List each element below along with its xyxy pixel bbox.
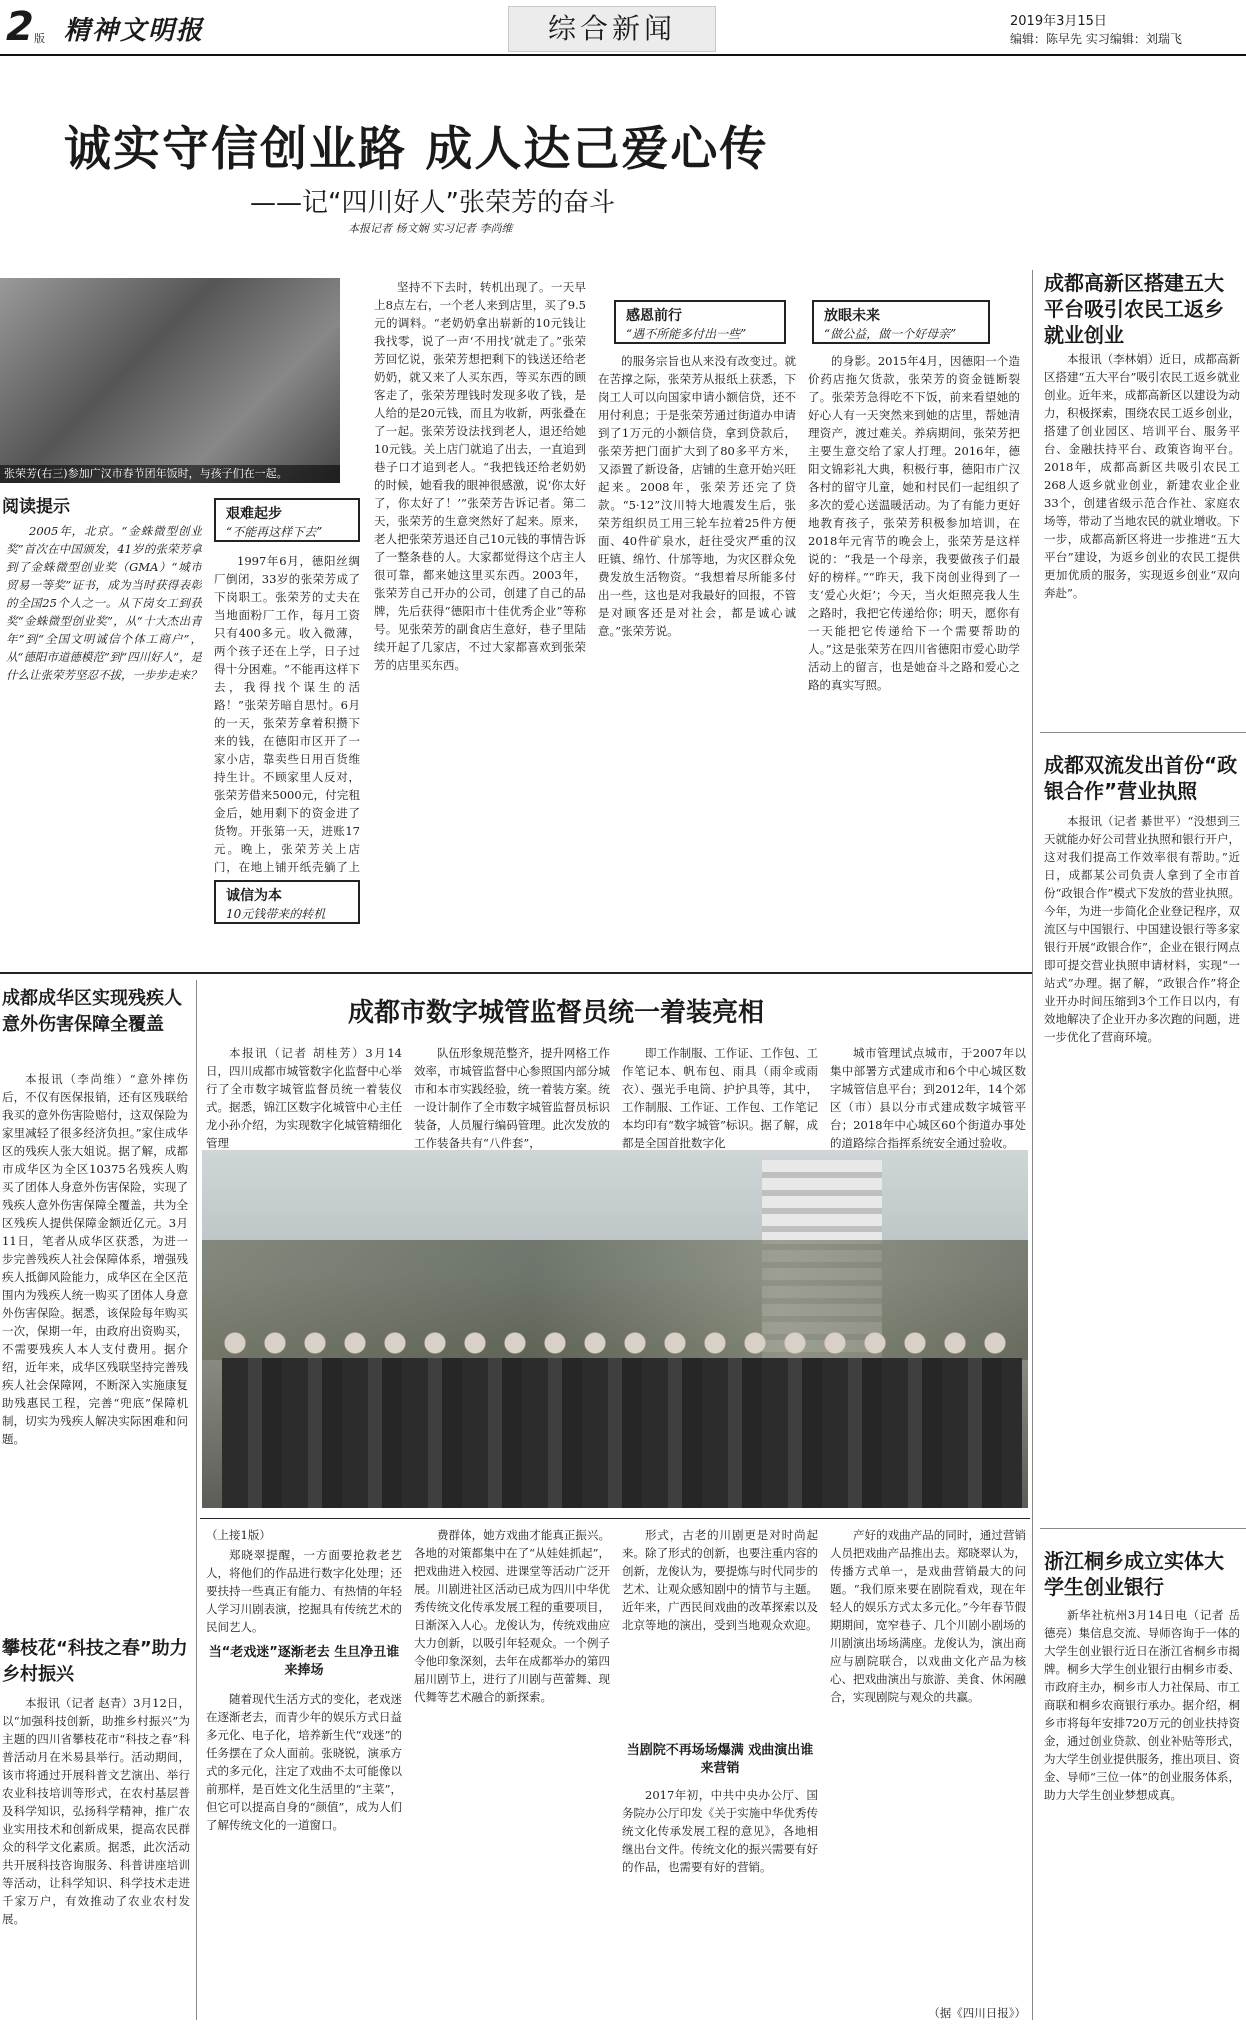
side-divider-1: [1040, 732, 1246, 733]
kicker-start-title: 艰难起步: [226, 506, 282, 522]
editors: 编辑：陈早先 实习编辑：刘瑞飞: [1010, 32, 1182, 46]
bottom-col-4: 产好的戏曲产品的同时，通过营销人员把戏曲产品推出去。郑晓翠认为，传播方式单一，是戏曲营销最大的问题。“我们原来要在剧院看戏，现在年轻人的娱乐方式太多元化。”今年春节假期期间，宽窄巷子、几个川剧小剧场的川剧演出场场满座。龙俊认为，演出商应与剧院联合，以戏曲文化产品为核心、把戏曲演出与旅游、美食、休闲融合，实现剧院与观众的共赢。: [830, 1528, 1026, 1704]
bottom-subhead-1: 当“老戏迷”逐渐老去 生旦净丑谁来捧场: [208, 1645, 400, 1678]
bottom-col-2: 费群体，她方戏曲才能真正振兴。各地的对策都集中在了“从娃娃抓起”，把戏曲进入校园、进课堂等活动广泛开展。川剧进社区活动已成为四川中华优秀传统文化传承发展工程的重要项目，日渐深入人心。龙俊认为，传统戏曲应大力创新，以吸引年轻观众。一个例子令他印象深刻，去年在成都举办的第四届川剧节上，进行了川剧与芭蕾舞、现代舞等艺术融合的新探索。: [414, 1528, 610, 1704]
lead-subtitle: ——记“四川好人”张荣芳的奋斗: [250, 188, 615, 218]
side2-text: 本报讯（记者 綦世平）“没想到三天就能办好公司营业执照和银行开户，这对我们提高工作效率很有帮助。”近日，成都某公司负责人拿到了全市首份“政银合作”模式下发放的营业执照。今年，为进一步简化企业登记程序，双流区与中国银行、中国建设银行等多家银行开展“政银合作”，企业在银行网点即可提交营业执照申请材料，实现“一站式”办理。据了解，“政银合作”将企业开办时间压缩到3个工作日以内，有效地解决了企业开办多次跑的问题，进一步优化了营商环境。: [1044, 814, 1240, 1044]
mid-story-title: 成都市数字城管监督员统一着装亮相: [348, 998, 765, 1028]
bottom-head-note: （上接1版）: [206, 1528, 271, 1542]
bottom-col-3: 形式，古老的川剧更是对时尚起来。除了形式的创新，也要注重内容的创新，龙俊认为，要提炼与时代同步的艺术、让观众感知剧中的情节与主题。近年来，广西民间戏曲的改革探索以及北京等地的演出，受到当地观众欢迎。: [622, 1528, 818, 1632]
lead-col-4: 的身影。2015年4月，因德阳一个造价药店拖欠货款，张荣芳的资金链断裂了。张荣芳急得吃不下饭，前来看望她的好心人有一天突然来到她的店里，帮她清理资产，渡过难关。养病期间，张荣芳把主要生意交给了家人打理。2016年，德阳文锦彩礼大典，积极行事，德阳市广汉各村的留守儿童，她和村民们一起组织了多次的爱心送温暖活动。为了有能力更好地教育孩子，张荣芳积极参加培训，在2018年元宵节的晚会上，张荣芳是这样说的：“我是一个母亲，我要做孩子们最好的榜样。”“昨天，我下岗创业得到了一支‘爱心火炬’；今天，当火炬照亮我人生之路时，我把它传递给你；明天，愿你有一天能把它传递给下一个需要帮助的人。”这是张荣芳在四川省德阳市爱心助学活动上的留言，也是她奋斗之路和爱心之路的真实写照。: [808, 354, 1020, 692]
lead-col-2: 坚持不下去时，转机出现了。一天早上8点左右，一个老人来到店里，买了9.5元的调料。“老奶奶拿出崭新的10元钱让我找零，说了一声‘不用找’就走了。”张荣芳回忆说，张荣芳想把剩下的钱送还给老奶奶，就又来了人买东西，等买东西的顾客走了，张荣芳理钱时发现多收了钱，是人给的是20元钱，而且为收新，两张叠在了一起。张荣芳设法找到老人，退还给她10元钱。关上店门就追了出去，一直追到巷子口才追到老人。“我把钱还给老奶奶的时候，她看我的眼神很感激，说‘你太好了，你太好了！’”张荣芳告诉记者。第二天，张荣芳的生意突然好了起来。原来，老人把张荣芳退还自己10元钱的事情告诉了一整条巷的人。大家都觉得这个店主人很可靠，都来她这里买东西。2003年，张荣芳自己开办的公司，创建了自己的品牌，先后获得“德阳市十佳优秀企业”等称号。见张荣芳的副食店生意好，巷子里陆续开起了几家店，不过大家都喜欢到张荣芳的店里买东西。: [374, 280, 586, 672]
section-title: 综合新闻: [508, 6, 716, 52]
kicker-future-sub: “做公益，做一个好母亲”: [824, 327, 957, 341]
group-photo: [202, 1150, 1028, 1508]
bottom-subhead-2: 当剧院不再场场爆满 戏曲演出谁来营销: [626, 1743, 814, 1776]
photo-crowd-heads: [222, 1326, 1022, 1360]
mid-col-1: 本报讯（记者 胡桂芳）3月14日，四川成都市城管数字化监督中心举行了全市数字城管监督员统一着装仪式。据悉，锦江区数字化城管中心主任龙小孙介绍，为实现数字化城管精细化管理: [206, 1046, 402, 1150]
right-column-divider: [1032, 270, 1033, 2020]
kicker-honesty-sub: 10元钱带来的转机: [226, 907, 326, 921]
lead-col-3: 的服务宗旨也从来没有改变过。就在苦撑之际，张荣芳从报纸上获悉，下岗工人可以向国家申请小额信贷，还不用付利息；于是张荣芳通过街道办申请到了1万元的小额信贷，拿到贷款后，张荣芳把门面扩大到了80多平方米，又添置了新设备，店铺的生意开始兴旺起来。2008年，张荣芳还完了贷款。“5·12”汶川特大地震发生后，张荣芳组织员工用三轮车拉着25件方便面、40件矿泉水，赶往受灾严重的汉旺镇、绵竹、什邡等地，为灾区群众免费发放生活物资。“我想着尽所能多付出一些，这也是对我最好的回报，不管是对顾客还是对社会，都是诚心诚意。”张荣芳说。: [598, 354, 796, 638]
side-divider-2: [1040, 1528, 1246, 1529]
bottom-source: （据《四川日报》）: [928, 2006, 1026, 2020]
masthead: 精神文明报: [64, 16, 205, 46]
side1-text: 本报讯（李林娟）近日，成都高新区搭建“五大平台”吸引农民工返乡就业创业。近年来，成都高新区以建设为动力，积极探索，围绕农民工返乡创业，搭建了创业园区、培训平台、服务平台、金融扶持平台、政策咨询平台。2018年，成都高新区共吸引农民工268人返乡就业创业，新建农业企业33个，创建省级示范合作社、家庭农场等，带动了当地农民的就业增收。下一步，成都高新区将进一步推进“五大平台”建设，为返乡创业的农民工提供更加优质的服务，实现返乡创业“双向奔赴”。: [1044, 352, 1240, 600]
lead-bottom-rule: [0, 972, 1032, 974]
kicker-future: [812, 300, 990, 344]
kicker-start: [214, 498, 360, 542]
photo-crowd: [222, 1358, 1022, 1508]
page-label: 版: [34, 32, 45, 45]
side3-text: 新华社杭州3月14日电（记者 岳德亮）集信息交流、导师咨询于一体的大学生创业银行近日在浙江省桐乡市揭牌。桐乡大学生创业银行由桐乡市委、市政府主办，桐乡市人力社保局、市工商联和桐乡农商银行承办。据介绍，桐乡市将每年安排720万元的创业扶持资金，通过创业贷款、创业补贴等形式，为大学生创业提供服务，推出项目、资金、导师“三位一体”的创业服务体系，助力大学生创业梦想成真。: [1044, 1608, 1240, 1802]
lead-byline: 本报记者 杨文娴 实习记者 李尚维: [348, 222, 513, 235]
bottom-left-title: 攀枝花“科技之春”助力乡村振兴: [2, 1638, 188, 1685]
kicker-honesty-title: 诚信为本: [226, 888, 282, 904]
lead-photo-caption: 张荣芳(右三)参加广汉市春节团年饭时，与孩子们在一起。: [0, 465, 340, 483]
kicker-start-sub: “不能再这样下去”: [226, 525, 323, 539]
kicker-gratitude: [614, 300, 786, 344]
side1-title: 成都高新区搭建五大平台吸引农民工返乡就业创业: [1044, 271, 1224, 347]
issue-date: 2019年3月15日: [1010, 14, 1107, 29]
bottom-left-text: 本报讯（记者 赵青）3月12日，以“加强科技创新，助推乡村振兴”为主题的四川省攀枝花市“科技之春”科普活动月在米易县举行。活动期间，该市将通过开展科普文艺演出、举行农业科技培训等形式，在农村基层普及科学知识，弘扬科学精神，推广农业实用技术和创新成果，提高农民群众的科学文化素质。据悉，此次活动共开展科技咨询服务、科普讲座培训等活动，让科学知识、科学技术走进千家万户，有效推动了农业农村发展。: [2, 1696, 190, 1926]
read-tips-text: 2005年，北京。“金蛛微型创业奖”首次在中国颁发，41岁的张荣芳拿到了金蛛微型创业奖（GMA）“城市贸易一等奖”证书，成为当时获得表彰的全国25个人之一。从下岗女工到获奖“金蛛微型创业奖”，从“十大杰出青年”到“全国文明诚信个体工商户”，从“德阳市道德模范”到“四川好人”，是什么让张荣芳坚忍不拔，一步步走来？: [6, 524, 202, 682]
side2-title: 成都双流发出首份“政银合作”营业执照: [1044, 753, 1238, 803]
bottom-col-1b: 随着现代生活方式的变化，老戏迷在逐渐老去，而青少年的娱乐方式日益多元化、电子化，培养新生代“戏迷”的任务摆在了众人面前。张晓锐，演承方式的多元化，注定了戏曲不太可能像以前那样，是百姓文化生活里的“主菜”，但它可以提高自身的“颜值”，成为人们了解传统文化的一道窗口。: [206, 1692, 402, 1832]
kicker-gratitude-title: 感恩前行: [626, 308, 682, 324]
left-mid-text: 本报讯（李尚维）“意外摔伤后，不仅有医保报销，还有区残联给我买的意外伤害险赔付，这双保险为家里减轻了很多经济负担。”家住成华区的残疾人张大姐说。据了解，成都市成华区为全区10375名残疾人购买了团体人身意外伤害保险，实现了残疾人意外伤害保障全覆盖，共为全区残疾人提供保障金额近亿元。3月11日，笔者从成华区获悉，为进一步完善残疾人社会保障体系，增强残疾人抵御风险能力，成华区在全区范围内为残疾人统一购买了团体人身意外伤害保险。据悉，该保险每年购买一次，保期一年，由政府出资购买，不需要残疾人本人支付费用。据介绍，近年来，成华区残联坚持完善残疾人社会保障网，不断深入实施康复助残惠民工程，完善“兜底”保障机制，切实为残疾人解决实际困难和问题。: [2, 1072, 188, 1446]
mid-col-2: 队伍形象规范整齐，提升网格工作效率，市城管监督中心参照国内部分城市和本市实践经验，统一着装方案。统一设计制作了全市数字城管监督员标识装备，人员履行编码管理。此次发放的工作装备共有“八件套”，: [414, 1046, 610, 1150]
read-tips-title: 阅读提示: [2, 497, 70, 517]
lead-title: 诚实守信创业路 成人达己爱心传: [64, 122, 769, 177]
kicker-gratitude-sub: “遇不所能多付出一些”: [626, 327, 747, 341]
lead-col-3-top: [598, 278, 796, 298]
photo-bottom-rule: [200, 1518, 1030, 1519]
lead-col-1b: [214, 930, 360, 966]
kicker-future-title: 放眼未来: [824, 308, 880, 324]
kicker-honesty: [214, 880, 360, 924]
header-rule: [0, 54, 1246, 56]
lead-photo: [0, 278, 340, 483]
bottom-col-3b: 2017年初，中共中央办公厅、国务院办公厅印发《关于实施中华优秀传统文化传承发展工程的意见》，各地相继出台文件。传统文化的振兴需要有好的作品，也需要有好的营销。: [622, 1788, 818, 1874]
mid-col-4: 城市管理试点城市，于2007年以集中部署方式建成市和6个中心城区数字城管信息平台；到2012年，14个郊区（市）县以分市式建成数字城管平台；2018年中心城区60个街道办事处的道路综合指挥系统安全通过验收。: [830, 1046, 1026, 1150]
bottom-col-1: 郑晓翠提醒，一方面要抢救老艺人，将他们的作品进行数字化处理；还要扶持一些真正有能力、有热情的年轻人学习川剧表演，挖掘具有传统艺术的民间艺人。: [206, 1548, 402, 1634]
left-column-divider: [196, 980, 197, 2020]
page-number: 2: [6, 4, 34, 50]
lead-col-1: 1997年6月，德阳丝绸厂倒闭，33岁的张荣芳成了下岗职工。张荣芳的丈夫在当地面粉厂工作，每月工资只有400多元。收入微薄，两个孩子还在上学，日子过得十分困难。“不能再这样下去，我得找个谋生的活路！”张荣芳暗自思忖。6月的一天，张荣芳拿着积攒下来的钱，在德阳市区开了一家小店，靠卖些日用百货维持生计。不顾家里人反对，张荣芳借来5000元，付完租金后，她用剩下的资金进了货物。开张第一天，进账17元。晚上，张荣芳关上店门，在地上铺开纸壳躺了上: [214, 554, 360, 874]
mid-col-3: 即工作制服、工作证、工作包、工作笔记本、帆布包、雨具（雨伞或雨衣）、强光手电筒、护护具等，其中，工作制服、工作证、工作包、工作笔记本均印有“数字城管”标识。据了解，成都是全国首批数字化: [622, 1046, 818, 1150]
left-mid-title: 成都成华区实现残疾人意外伤害保障全覆盖: [2, 988, 182, 1035]
side3-title: 浙江桐乡成立实体大学生创业银行: [1044, 1549, 1224, 1599]
